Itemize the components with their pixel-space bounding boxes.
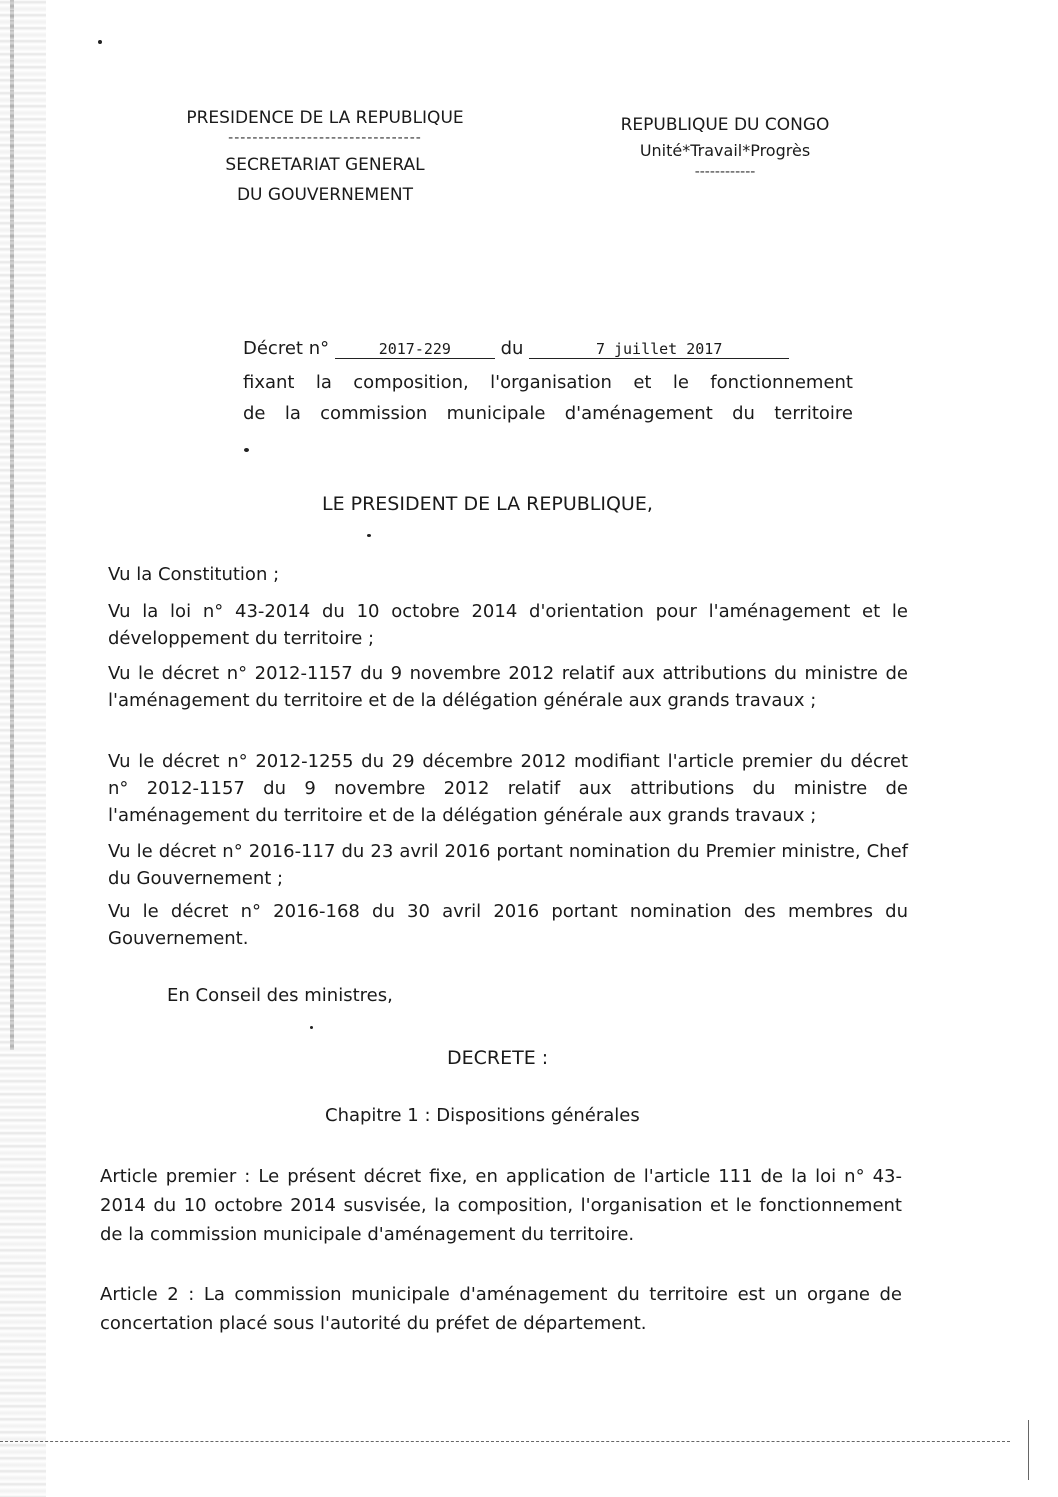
visa-decret-2016-168: Vu le décret n° 2016-168 du 30 avril 2016 portant nomination des membres du Gouvernement. bbox=[108, 901, 908, 949]
article-label: Article 2 : bbox=[100, 1284, 195, 1305]
chapter-heading: Chapitre 1 : Dispositions générales bbox=[325, 1105, 640, 1126]
header-presidence-block bbox=[160, 108, 490, 210]
scan-speck bbox=[98, 40, 102, 44]
visa-decret-2016-117: Vu le décret n° 2016-117 du 23 avril 2016 portant nomination du Premier ministre, Chef du Gouvernement ; bbox=[108, 841, 908, 889]
right-scan-line bbox=[1028, 1420, 1029, 1480]
article-label: Article premier : bbox=[100, 1166, 251, 1187]
header-republique-block bbox=[590, 115, 860, 180]
scan-speck bbox=[367, 534, 371, 537]
secretariat-title: SECRETARIAT GENERAL bbox=[225, 155, 425, 175]
scan-speck bbox=[244, 448, 249, 452]
bottom-scan-line bbox=[0, 1441, 1010, 1442]
article-text: La commission municipale d'aménagement du territoire est un organe de concertation placé sous l'autorité du préfet de département. bbox=[100, 1284, 902, 1334]
decree-number: 2017-229 bbox=[335, 340, 495, 359]
decree-title bbox=[243, 338, 789, 359]
scan-speck bbox=[310, 1026, 313, 1029]
republique-title: REPUBLIQUE DU CONGO bbox=[620, 115, 830, 135]
decree-prefix: Décret n° bbox=[243, 338, 330, 359]
scan-edge-artifact bbox=[0, 0, 46, 1497]
decrete-heading: DECRETE : bbox=[447, 1047, 549, 1069]
article-premier bbox=[100, 1162, 902, 1249]
header-right-divider: ------------ bbox=[694, 164, 756, 180]
article-text: Le présent décret fixe, en application de l'article 111 de la loi n° 43-2014 du 10 octobre 2014 susvisée, la composition, l'organisation et le fonctionnement de la commission municipale d'aménagement du territoire. bbox=[100, 1166, 902, 1245]
president-heading: LE PRESIDENT DE LA REPUBLIQUE, bbox=[322, 493, 653, 515]
visa-constitution: Vu la Constitution ; bbox=[108, 564, 280, 585]
presidence-title: PRESIDENCE DE LA REPUBLIQUE bbox=[186, 108, 464, 128]
header-left-divider: -------------------------------- bbox=[228, 130, 422, 146]
decree-subject-line-2: de la commission municipale d'aménagement du territoire bbox=[243, 403, 853, 424]
visa-decret-2012-1157: Vu le décret n° 2012-1157 du 9 novembre 2012 relatif aux attributions du ministre de l'aménagement du territoire et de la délégation générale aux grands travaux ; bbox=[108, 663, 908, 711]
visa-decret-2012-1255: Vu le décret n° 2012-1255 du 29 décembre 2012 modifiant l'article premier du décret n° 2012-1157 du 9 novembre 2012 relatif aux attributions du ministre de l'aménagement du territoire et de la délégation générale aux grands travaux ; bbox=[108, 751, 908, 826]
council-line: En Conseil des ministres, bbox=[167, 985, 393, 1006]
national-motto: Unité*Travail*Progrès bbox=[639, 141, 811, 160]
decree-subject-line-1: fixant la composition, l'organisation et le fonctionnement bbox=[243, 372, 853, 393]
visa-loi-43-2014: Vu la loi n° 43-2014 du 10 octobre 2014 d'orientation pour l'aménagement et le développement du territoire ; bbox=[108, 601, 908, 649]
decree-date: 7 juillet 2017 bbox=[529, 340, 789, 359]
gouvernement-title: DU GOUVERNEMENT bbox=[236, 185, 414, 205]
decree-du: du bbox=[500, 338, 524, 359]
article-2 bbox=[100, 1280, 902, 1338]
